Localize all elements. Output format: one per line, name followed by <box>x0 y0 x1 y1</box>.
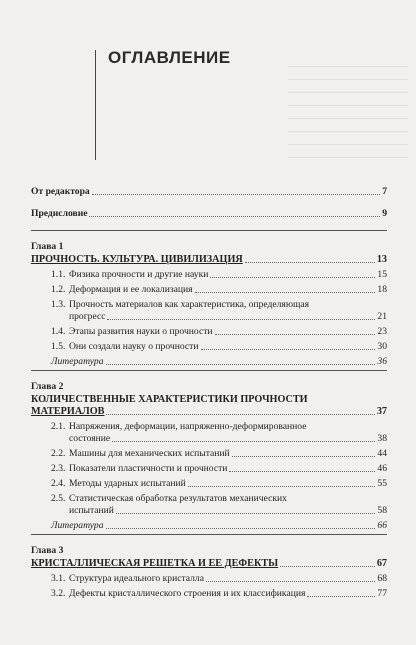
chapter-title: КРИСТАЛЛИЧЕСКАЯ РЕШЕТКА И ЕЕ ДЕФЕКТЫ 67 <box>31 558 387 569</box>
chapter-title: КОЛИЧЕСТВЕННЫЕ ХАРАКТЕРИСТИКИ ПРОЧНОСТИ <box>31 394 308 405</box>
toc-entry-from-editor: От редактора 7 <box>31 186 387 197</box>
toc-section: 3.2. Дефекты кристаллического строения и их классификация 77 <box>51 588 387 599</box>
toc-literature: Литература 36 <box>51 356 387 367</box>
toc-section-continuation: испытаний 58 <box>69 505 387 516</box>
chapter-title-continuation: МАТЕРИАЛОВ 37 <box>31 406 387 417</box>
dot-leader <box>89 216 380 217</box>
bleed-through-text <box>288 60 408 164</box>
decorative-vertical-line <box>95 50 96 160</box>
toc-section: 1.5. Они создали науку о прочности 30 <box>51 341 387 352</box>
toc-section: 3.1. Структура идеального кристалла 68 <box>51 573 387 584</box>
chapter-divider <box>31 230 387 231</box>
table-of-contents <box>31 186 387 600</box>
toc-section: 2.4. Методы ударных испытаний 55 <box>51 478 387 489</box>
chapter-divider <box>31 534 387 535</box>
toc-section: 1.4. Этапы развития науки о прочности 23 <box>51 326 387 337</box>
toc-section: 2.3. Показатели пластичности и прочности 46 <box>51 463 387 474</box>
chapter-label: Глава 2 <box>31 381 64 392</box>
dot-leader <box>92 194 380 195</box>
chapter-title: ПРОЧНОСТЬ. КУЛЬТУРА. ЦИВИЛИЗАЦИЯ 13 <box>31 254 387 265</box>
page-title: ОГЛАВЛЕНИЕ <box>108 48 231 67</box>
toc-section-continuation: прогресс 21 <box>69 311 387 322</box>
chapter-label: Глава 3 <box>31 545 64 556</box>
toc-section: 2.5. Статистическая обработка результатов механических <box>51 493 287 504</box>
chapter-label: Глава 1 <box>31 241 64 252</box>
toc-section: 2.1. Напряжения, деформации, напряженно-деформированное <box>51 421 307 432</box>
toc-section: 1.3. Прочность материалов как характеристика, определяющая <box>51 299 310 310</box>
toc-section: 2.2. Машины для механических испытаний 44 <box>51 448 387 459</box>
toc-section: 1.2. Деформация и ее локализация 18 <box>51 284 387 295</box>
chapter-divider <box>31 370 387 371</box>
toc-literature: Литература 66 <box>51 520 387 531</box>
dot-leader <box>245 262 375 263</box>
toc-section: 1.1. Физика прочности и другие науки 15 <box>51 269 387 280</box>
toc-entry-preface: Предисловие 9 <box>31 208 387 219</box>
toc-section-continuation: состояние 38 <box>69 433 387 444</box>
